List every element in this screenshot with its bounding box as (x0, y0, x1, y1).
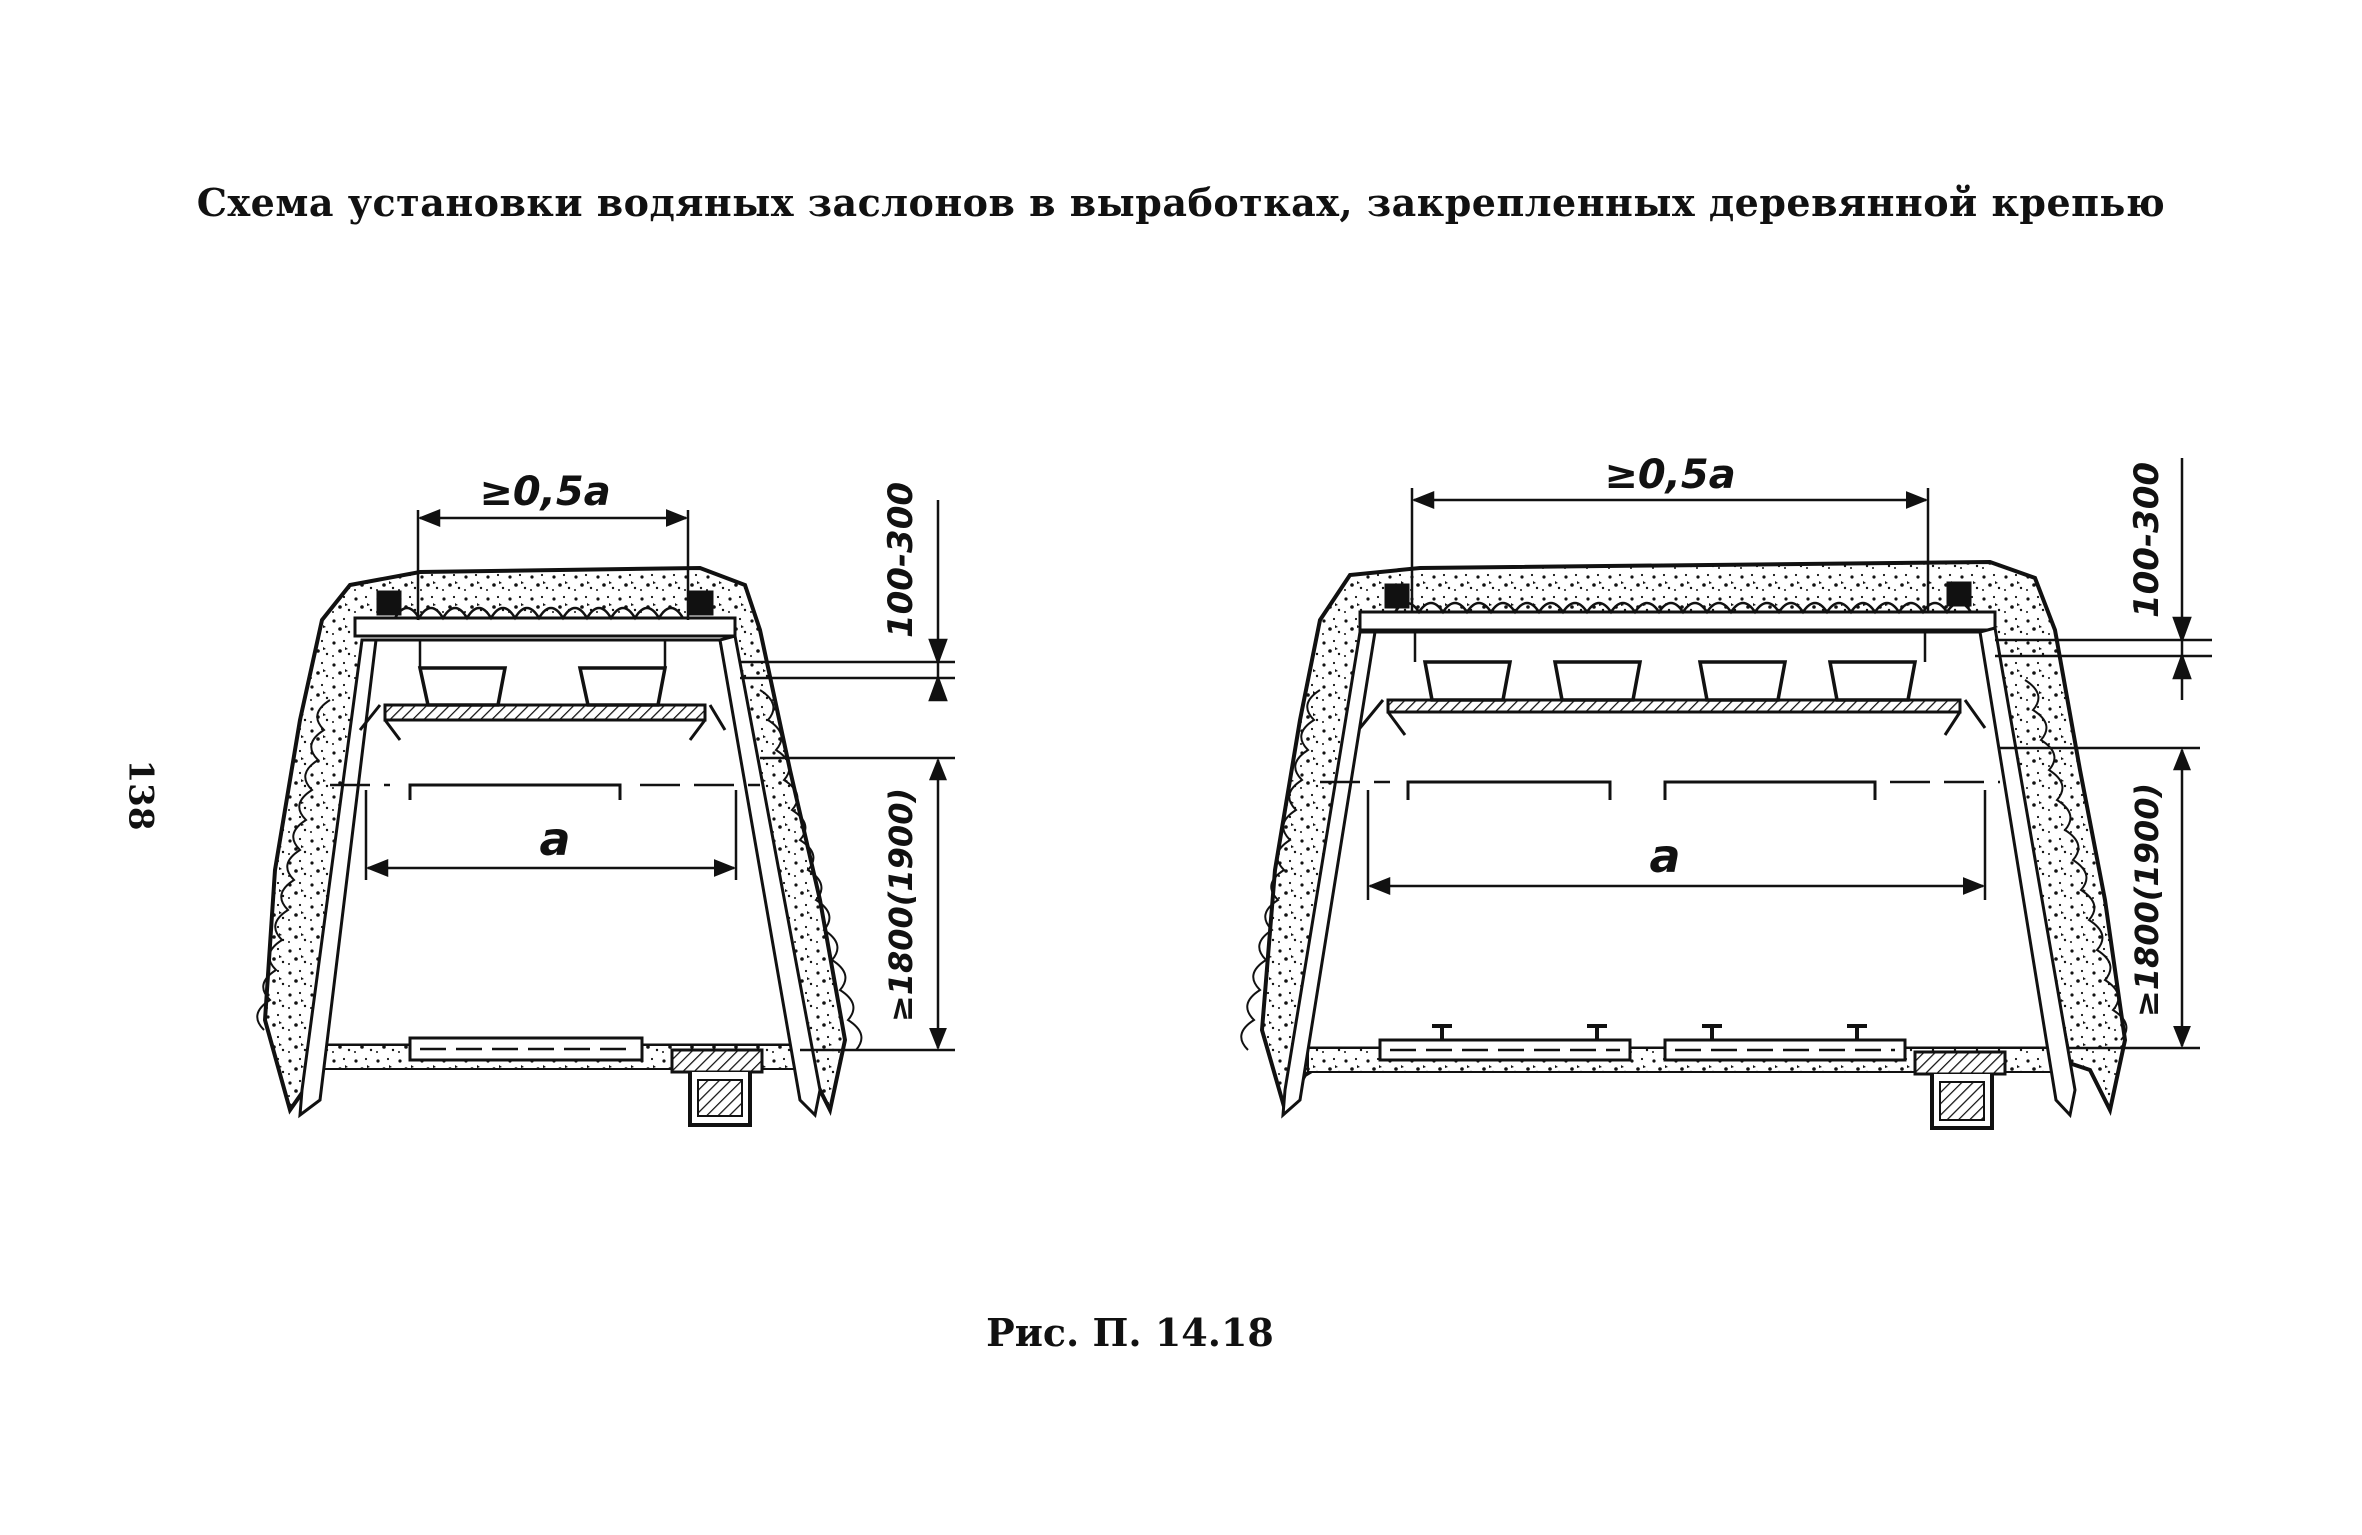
page-title: Схема установки водяных заслонов в выработках, закрепленных деревянной крепью (196, 180, 2166, 225)
page-number: 138 (120, 759, 161, 831)
left-dim-gap-label: 100-300 (881, 481, 921, 639)
left-shelf (385, 705, 705, 720)
right-water-tub-3 (1700, 662, 1785, 700)
right-drift-opening (1308, 632, 2068, 1048)
right-dim-top-label: ≥0,5a (1604, 452, 1736, 498)
right-drift-section (1241, 562, 2126, 1128)
left-dim-width-label: a (539, 812, 571, 866)
left-drain-channel (672, 1050, 762, 1072)
right-dim-gap-label: 100-300 (2127, 461, 2167, 619)
right-water-tub-1 (1425, 662, 1510, 700)
left-cap-beam (355, 618, 735, 636)
right-dim-height-label: ≥1800(1900) (2128, 782, 2166, 1018)
left-water-tub-1 (420, 668, 505, 705)
right-water-tub-2 (1555, 662, 1640, 700)
left-water-tub-2 (580, 668, 665, 705)
right-shelf (1388, 700, 1960, 712)
right-drain-channel (1915, 1052, 2005, 1074)
right-dim-width-label: a (1649, 829, 1681, 883)
left-dim-height-label: ≥1800(1900) (882, 787, 920, 1023)
right-cap-beam (1360, 612, 1995, 630)
left-dim-top-label: ≥0,5a (479, 469, 611, 515)
figure-caption: Рис. П. 14.18 (986, 1310, 1274, 1355)
right-water-tub-4 (1830, 662, 1915, 700)
